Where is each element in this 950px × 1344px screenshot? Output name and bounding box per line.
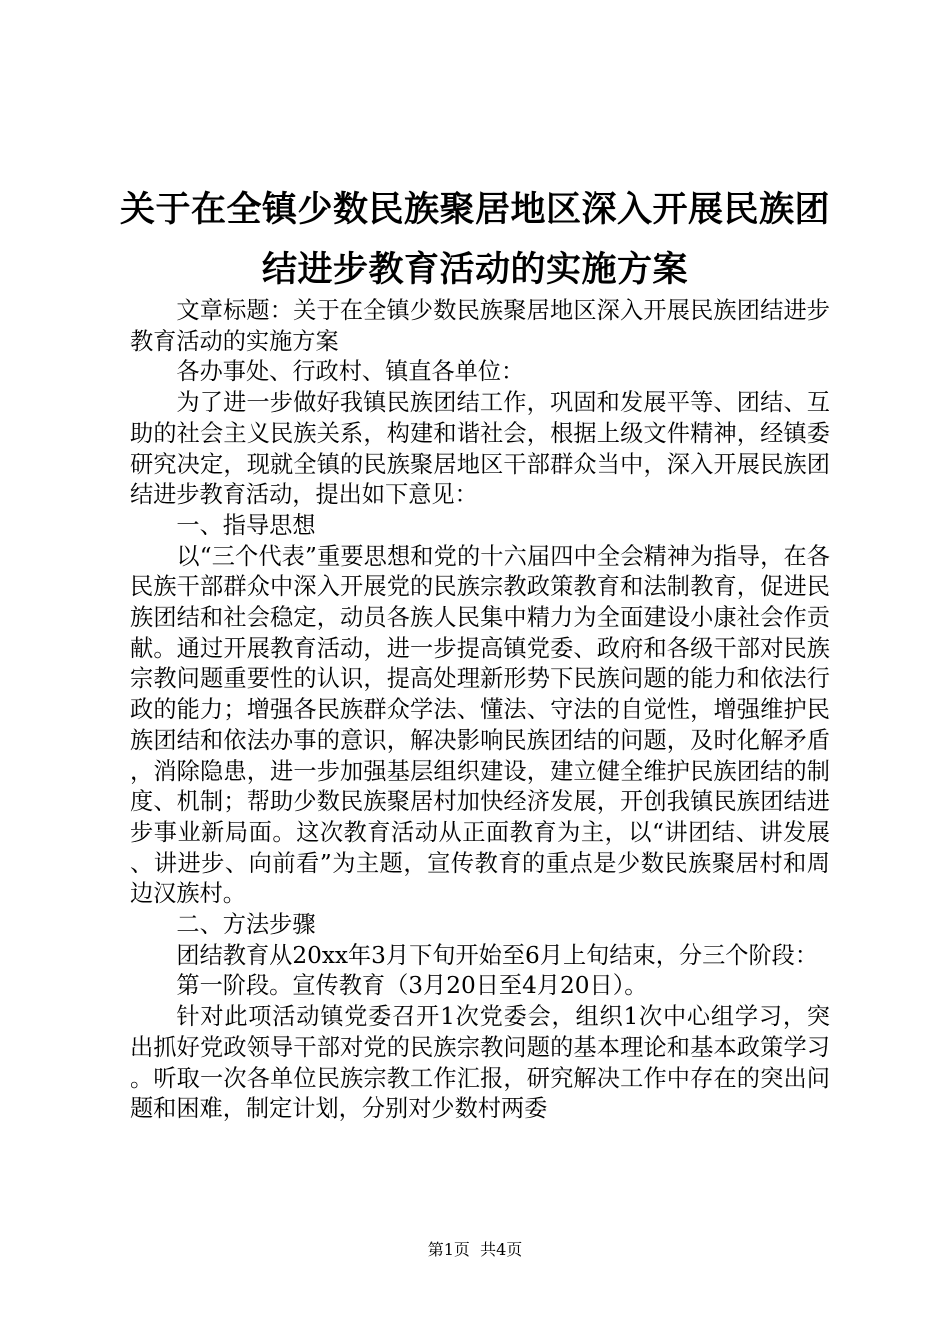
document-body [130, 296, 830, 1125]
page-total: 共4页 [480, 1240, 523, 1259]
paragraph-phase-one: 第一阶段。宣传教育（3月20日至4月20日）。 [176, 972, 648, 1000]
paragraph-guiding-ideology: 以“三个代表”重要思想和党的十六届四中全会精神为指导，在各民族干部群众中深入开展党的民族宗教政策教育和法制教育，促进民族团结和社会稳定，动员各族人民集中精力为全面建设小康社会作贡献。通过开展教育活动，进一步提高镇党委、政府和各级干部对民族宗教问题重要性的认识，提高处理新形势下民族问题的能力和依法行政的能力；增强各民族群众学法、懂法、守法的自觉性，增强维护民族团结和依法办事的意识，解决影响民族团结的问题，及时化解矛盾，消除隐患，进一步加强基层组织建设，建立健全维护民族团结的制度、机制；帮助少数民族聚居村加快经济发展，开创我镇民族团结进步事业新局面。这次教育活动从正面教育为主，以“讲团结、讲发展、讲进步、向前看”为主题，宣传教育的重点是少数民族聚居村和周边汉族村。 [130, 542, 830, 908]
document-title-line-1: 关于在全镇少数民族聚居地区深入开展民族团 [119, 190, 830, 230]
document-title-line-2: 结进步教育活动的实施方案 [261, 250, 688, 290]
page-footer [0, 1240, 950, 1260]
paragraph-phase-one-detail: 针对此项活动镇党委召开1次党委会，组织1次中心组学习，突出抓好党政领导干部对党的民族宗教问题的基本理论和基本政策学习。听取一次各单位民族宗教工作汇报，研究解决工作中存在的突出问题和困难，制定计划，分别对少数村两委 [130, 1003, 830, 1123]
page-number: 第1页 [427, 1240, 470, 1259]
section-heading-guiding-ideology: 一、指导思想 [176, 511, 316, 539]
paragraph-article-title: 文章标题：关于在全镇少数民族聚居地区深入开展民族团结进步教育活动的实施方案 [130, 297, 830, 355]
paragraph-salutation: 各办事处、行政村、镇直各单位： [176, 358, 525, 386]
paragraph-intro: 为了进一步做好我镇民族团结工作，巩固和发展平等、团结、互助的社会主义民族关系，构建和谐社会，根据上级文件精神，经镇委研究决定，现就全镇的民族聚居地区干部群众当中，深入开展民族团结进步教育活动，提出如下意见： [130, 389, 830, 509]
paragraph-schedule: 团结教育从20xx年3月下旬开始至6月上旬结束，分三个阶段： [176, 941, 819, 969]
section-heading-method-steps: 二、方法步骤 [176, 911, 316, 939]
